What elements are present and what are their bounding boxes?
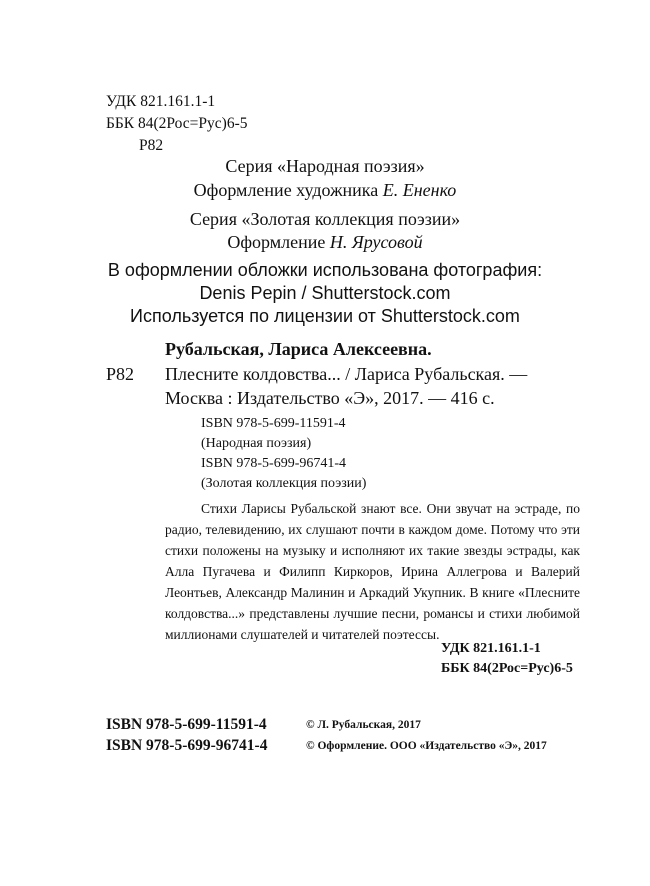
footer-isbn-2: ISBN 978-5-699-96741-4	[106, 737, 268, 754]
series-1-designer: Е. Ененко	[382, 180, 457, 200]
record-author-mark: Р82	[106, 364, 135, 384]
udk-code: УДК 821.161.1-1	[106, 93, 216, 110]
series-2-designer: Н. Ярусовой	[329, 232, 423, 252]
series-1-design-prefix: Оформление художника	[193, 180, 383, 200]
series-2-title: Серия «Золотая коллекция поэзии»	[189, 209, 461, 229]
record-udk: УДК 821.161.1-1	[441, 641, 541, 656]
series-1-title: Серия «Народная поэзия»	[225, 156, 425, 176]
record-publication-line: Москва : Издательство «Э», 2017. — 416 с.	[165, 388, 495, 408]
record-bbk: ББК 84(2Рос=Рус)6-5	[441, 661, 573, 676]
record-series-note-1: (Народная поэзия)	[201, 436, 312, 451]
cover-photo-line1: В оформлении обложки использована фотография:	[107, 260, 543, 280]
record-title-line: Плесните колдовства... / Лариса Рубальская. —	[165, 364, 528, 384]
footer-copyright-author: © Л. Рубальская, 2017	[306, 719, 421, 731]
series-2-design	[0, 233, 650, 251]
cover-photo-line3: Используется по лицензии от Shutterstock.com	[130, 306, 520, 326]
cover-photo-line2: Denis Pepin / Shutterstock.com	[199, 283, 451, 303]
record-isbn-1: ISBN 978-5-699-11591-4	[201, 416, 346, 431]
record-series-note-2: (Золотая коллекция поэзии)	[201, 476, 367, 491]
series-1-design	[0, 181, 650, 199]
series-2-design-prefix: Оформление	[227, 232, 330, 252]
footer-isbn-1: ISBN 978-5-699-11591-4	[106, 716, 267, 733]
author-mark: Р82	[139, 137, 164, 154]
footer-copyright-design: © Оформление. ООО «Издательство «Э», 2017	[306, 740, 547, 752]
bbk-code: ББК 84(2Рос=Рус)6-5	[106, 115, 248, 132]
record-isbn-2: ISBN 978-5-699-96741-4	[201, 456, 347, 471]
record-abstract: Стихи Ларисы Рубальской знают все. Они звучат на эстраде, по радио, телевидению, их слушают почти в каждом доме. Потому что эти стихи положены на музыку и исполняют их такие звезды эстрады, как Алла Пугачева и Филипп Киркоров, Ирина Аллегрова и Валерий Леонтьев, Александр Малинин и Аркадий Укупник. В книге «Плесните колдовства...» представлены лучшие песни, романсы и стихи любимой миллионами слушателей и читателей поэтессы.	[165, 501, 580, 642]
record-author-heading: Рубальская, Лариса Алексеевна.	[165, 339, 432, 359]
